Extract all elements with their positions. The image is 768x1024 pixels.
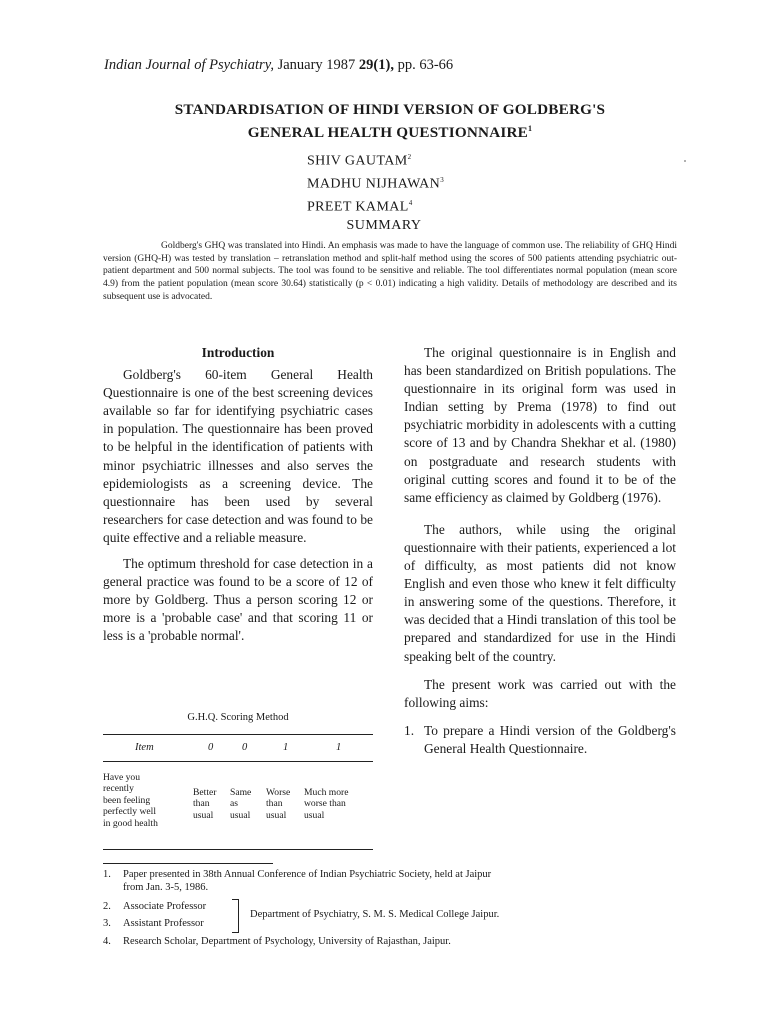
aim-text: To prepare a Hindi version of the Goldberg's General Health Questionnaire. xyxy=(424,722,676,756)
aim-list-item xyxy=(404,722,676,758)
paragraph: The authors, while using the original questionnaire with their patients, experienced a lot of difficulty, as most patients did not know English and even those who knew it felt difficulty in answering some of the questions. Therefore, it was decided that a Hindi translation of this tool be prepared and standardized for use in the Hindi speaking belt of the country. xyxy=(404,521,676,664)
journal-date: January 1987 xyxy=(277,57,356,73)
table-caption: G.H.Q. Scoring Method xyxy=(187,712,289,723)
table-option-line: worse than xyxy=(304,798,346,810)
footnote-number: 2. xyxy=(103,901,111,912)
footnote-text: Paper presented in 38th Annual Conference of Indian Psychiatric Society, held at Jaipur xyxy=(123,869,492,880)
table-item-line: recently xyxy=(103,783,134,795)
table-option-cell xyxy=(304,787,349,821)
table-bottom-rule xyxy=(103,849,373,850)
footnote-1 xyxy=(103,869,491,894)
summary-text: Goldberg's GHQ was translated into Hindi. An emphasis was made to have the language of common use. The reliability of GHQ Hindi version (GHQ-H) was tested by translation – retranslation method and split-half method using the scores of 500 patients attending psychiatric out-patient department and 500 normal subjects. The tool was found to be sensitive and reliable. The tool differentiates normal population (mean score 4.9) from the patient population (mean score 30.64) statistically (p < 0.01) indicating a high validity. Details of methodology are described and its subsequent use is advocated. xyxy=(103,241,677,302)
table-header-score: 0 xyxy=(242,742,248,753)
footnote-affiliation: Department of Psychiatry, S. M. S. Medical College Jaipur. xyxy=(250,909,500,920)
footnote-number: 1. xyxy=(103,869,111,880)
table-option-line: usual xyxy=(193,809,214,821)
table-item-line: been feeling xyxy=(103,794,151,806)
table-header-score: 1 xyxy=(336,742,342,753)
table-top-rule xyxy=(103,734,373,735)
table-header-item: Item xyxy=(135,742,154,753)
table-option-line: usual xyxy=(230,809,251,821)
table-option-line: Worse xyxy=(266,787,291,798)
table-header-rule xyxy=(103,761,373,762)
author-name: PREET KAMAL xyxy=(307,199,409,215)
table-option-line: Better xyxy=(193,787,217,798)
paragraph: The present work was carried out with the following aims: xyxy=(404,676,676,710)
table-option-line: usual xyxy=(304,809,325,821)
title-line-2: GENERAL HEALTH QUESTIONNAIRE xyxy=(247,124,528,142)
footnote-text: Assistant Professor xyxy=(123,918,204,929)
table-item-line: Have you xyxy=(103,772,141,783)
section-heading-introduction: Introduction xyxy=(201,345,275,360)
footnote-text: Research Scholar, Department of Psychology, University of Rajasthan, Jaipur. xyxy=(123,936,451,947)
footnote-text: Associate Professor xyxy=(123,901,207,912)
footnote-bracket xyxy=(232,899,239,933)
author-footnote-mark: 3 xyxy=(440,176,445,185)
table-option-cell xyxy=(266,787,290,821)
footnote-4 xyxy=(103,936,451,949)
table-option-line: Much more xyxy=(304,787,349,798)
table-option-cell xyxy=(193,787,216,821)
author-footnote-mark: 4 xyxy=(408,199,413,208)
paragraph: The optimum threshold for case detection in a general practice was found to be a score of 12 of more by Goldberg. Thus a person scoring 12 or more is a 'probable case' and that scoring 11 or less is a 'probable normal'. xyxy=(103,556,373,644)
table-option-line: as xyxy=(230,798,238,810)
table-item-line: perfectly well xyxy=(103,806,157,818)
author-list xyxy=(307,148,444,217)
paragraph: The original questionnaire is in English and has been standardized on British populations. The questionnaire in its original form was used in Indian setting by Prema (1978) to find out psychiatric morbidity in adolescents with a cutting score of 13 and by Chandra Shekhar et al. (1980) on postgraduate and research students with original cutting scores and found it to be of the same efficiency as claimed by Goldberg (1976). xyxy=(404,345,676,505)
paper-title xyxy=(100,100,680,142)
table-option-line: usual xyxy=(266,809,287,821)
scan-speck xyxy=(684,160,686,162)
table-header-score: 1 xyxy=(283,742,289,753)
author-name: SHIV GAUTAM xyxy=(307,153,408,169)
footnote-2 xyxy=(103,901,206,914)
paragraph: Goldberg's 60-item General Health Questionnaire is one of the best screening devices available so far for identifying psychiatric cases in population. The questionnaire has been proved to be helpful in the identification of patients with minor psychiatric illnesses and also serves the epidemiologists as a screening device. The questionnaire has been used by several researchers for case detection and was found to be quite effective and a reliable measure. xyxy=(103,367,373,545)
footnote-number: 3. xyxy=(103,918,111,929)
table-option-line: Same xyxy=(230,787,252,798)
footnote-3 xyxy=(103,918,204,931)
table-item-cell xyxy=(103,772,158,829)
author-footnote-mark: 2 xyxy=(407,153,412,161)
summary-body xyxy=(103,240,677,304)
journal-name: Indian Journal of Psychiatry, xyxy=(104,57,274,73)
footnote-number: 4. xyxy=(103,936,111,947)
table-option-line: than xyxy=(193,798,210,810)
left-column xyxy=(103,344,373,646)
table-item-line: in good health xyxy=(103,817,158,829)
summary-heading: SUMMARY xyxy=(346,218,422,233)
journal-pages: pp. 63-66 xyxy=(397,57,454,73)
aim-number: 1. xyxy=(404,722,415,738)
footnote-rule xyxy=(103,863,273,864)
journal-citation xyxy=(104,57,453,74)
title-footnote-mark: 1 xyxy=(527,124,533,133)
author-name: MADHU NIJHAWAN xyxy=(307,176,441,192)
title-line-1: STANDARDISATION OF HINDI VERSION OF GOLDBERG'S xyxy=(174,101,606,118)
journal-volume: 29(1), xyxy=(358,57,394,73)
right-column xyxy=(404,344,676,758)
table-option-line: than xyxy=(266,798,283,810)
table-header-score: 0 xyxy=(208,742,214,753)
table-option-cell xyxy=(230,787,251,821)
footnote-text: from Jan. 3-5, 1986. xyxy=(123,881,209,893)
